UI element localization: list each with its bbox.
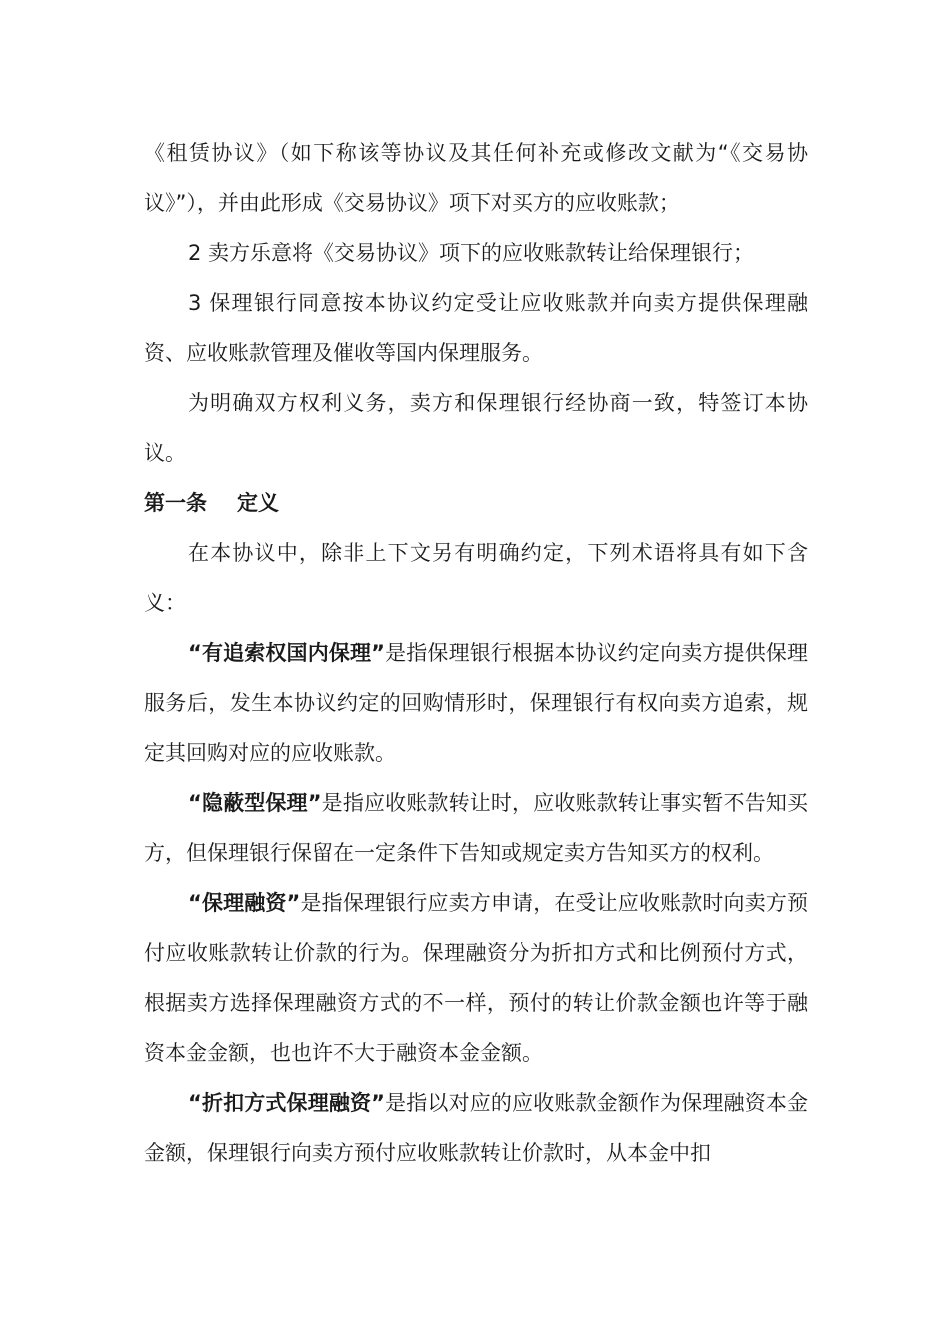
definition-text: 是指应收账款转让时，应收账款转让事实暂不告知买方，但保理银行保留在一定条件下告知或规定卖方告知买方的权利。 <box>144 791 808 865</box>
intro-paragraph: 《租赁协议》（如下称该等协议及其任何补充或修改文献为“《交易协议》”），并由此形成《交易协议》项下对买方的应收账款； <box>144 141 808 215</box>
item-2-paragraph: 2 卖方乐意将《交易协议》项下的应收账款转让给保理银行； <box>188 241 755 265</box>
definition-text: 是指以对应的应收账款金额作为保理融资本金金额，保理银行向卖方预付应收账款转让价款时，从本金中扣 <box>144 1091 808 1165</box>
definition-term: “隐蔽型保理” <box>188 791 322 815</box>
article-number: 第一条 <box>144 491 207 515</box>
definition-discount-factoring <box>144 1078 808 1178</box>
definition-factoring-financing <box>144 878 808 1078</box>
definition-text: 是指保理银行应卖方申请，在受让应收账款时向卖方预付应收账款转让价款的行为。保理融资分为折扣方式和比例预付方式，根据卖方选择保理融资方式的不一样，预付的转让价款金额也许等于融资本金金额，也也许不大于融资本金金额。 <box>144 891 809 1065</box>
definition-undisclosed-factoring <box>144 778 808 878</box>
purpose-paragraph: 为明确双方权利义务，卖方和保理银行经协商一致，特签订本协议。 <box>144 391 808 465</box>
article-1-intro: 在本协议中，除非上下文另有明确约定，下列术语将具有如下含义： <box>144 541 808 615</box>
document-body <box>144 128 808 1178</box>
definition-term: “保理融资” <box>188 891 301 915</box>
article-title: 定义 <box>237 491 279 515</box>
item-3-paragraph: 3 保理银行同意按本协议约定受让应收账款并向卖方提供保理融资、应收账款管理及催收等国内保理服务。 <box>144 291 808 365</box>
definition-text: 是指保理银行根据本协议约定向卖方提供保理服务后，发生本协议约定的回购情形时，保理银行有权向卖方追索，规定其回购对应的应收账款。 <box>144 641 808 765</box>
article-1-heading <box>144 478 808 528</box>
definition-term: “有追索权国内保理” <box>188 641 385 665</box>
definition-recourse-factoring <box>144 628 808 778</box>
definition-term: “折扣方式保理融资” <box>188 1091 385 1115</box>
